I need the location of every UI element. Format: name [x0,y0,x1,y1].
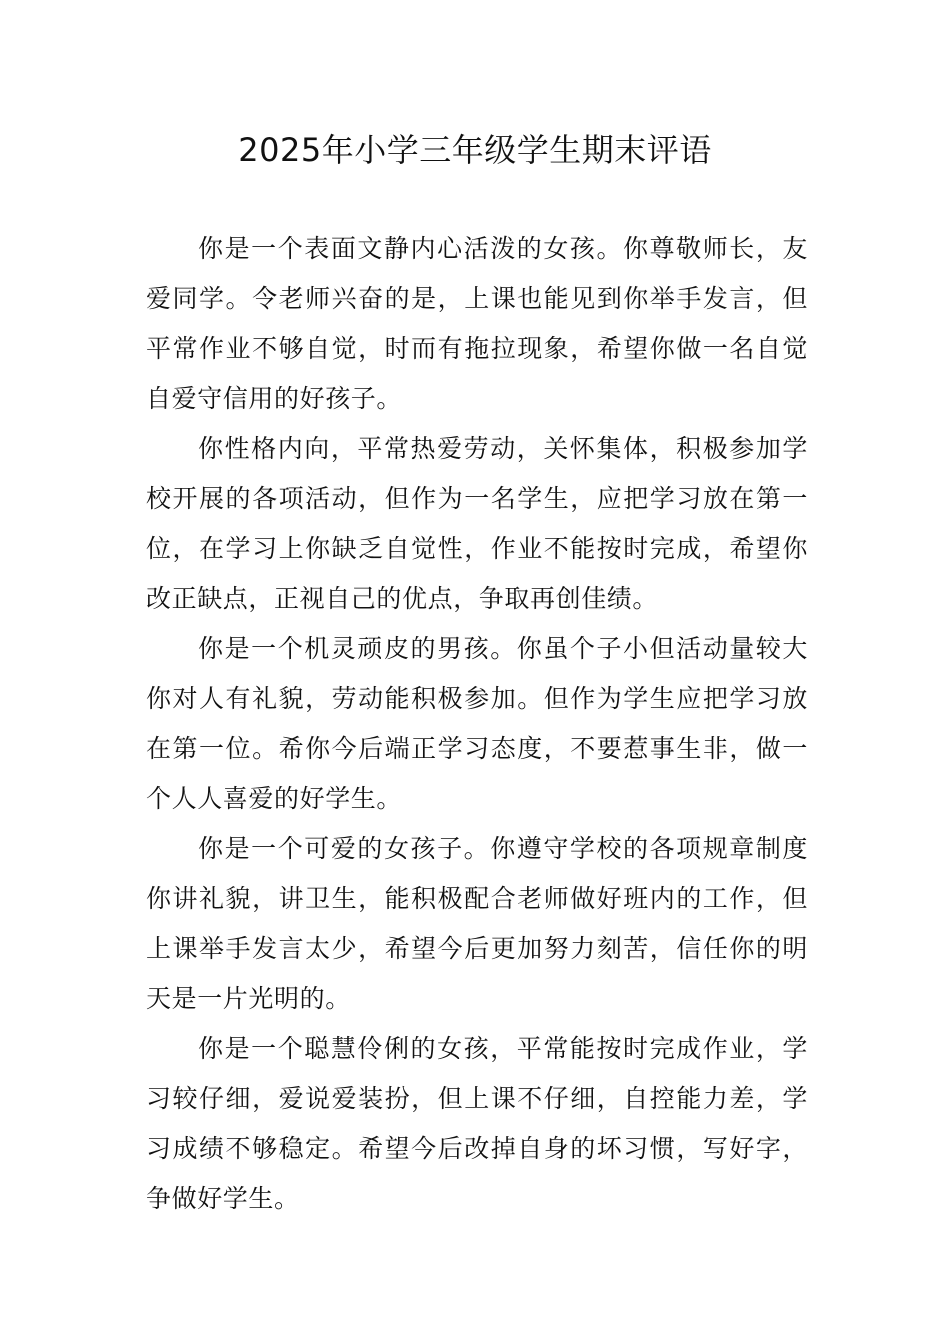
comment-paragraph-2: 你性格内向，平常热爱劳动，关怀集体，积极参加学校开展的各项活动，但作为一名学生，应把学习放在第一位，在学习上你缺乏自觉性，作业不能按时完成，希望你改正缺点，正视自己的优点，争取再创佳绩。 [146,434,808,613]
comment-paragraph-3: 你是一个机灵顽皮的男孩。你虽个子小但活动量较大你对人有礼貌，劳动能积极参加。但作为学生应把学习放在第一位。希你今后端正学习态度，不要惹事生非，做一个人人喜爱的好学生。 [146,634,808,813]
document-body [146,224,808,1224]
comment-paragraph-5: 你是一个聪慧伶俐的女孩，平常能按时完成作业，学习较仔细，爱说爱装扮，但上课不仔细，自控能力差，学习成绩不够稳定。希望今后改掉自身的坏习惯，写好字，争做好学生。 [146,1034,808,1213]
comment-paragraph-1: 你是一个表面文静内心活泼的女孩。你尊敬师长，友爱同学。令老师兴奋的是，上课也能见到你举手发言，但平常作业不够自觉，时而有拖拉现象，希望你做一名自觉自爱守信用的好孩子。 [146,234,808,413]
document-title: 2025年小学三年级学生期末评语 [238,131,712,169]
comment-paragraph-4: 你是一个可爱的女孩子。你遵守学校的各项规章制度你讲礼貌，讲卫生，能积极配合老师做好班内的工作，但上课举手发言太少，希望今后更加努力刻苦，信任你的明天是一片光明的。 [146,834,808,1013]
